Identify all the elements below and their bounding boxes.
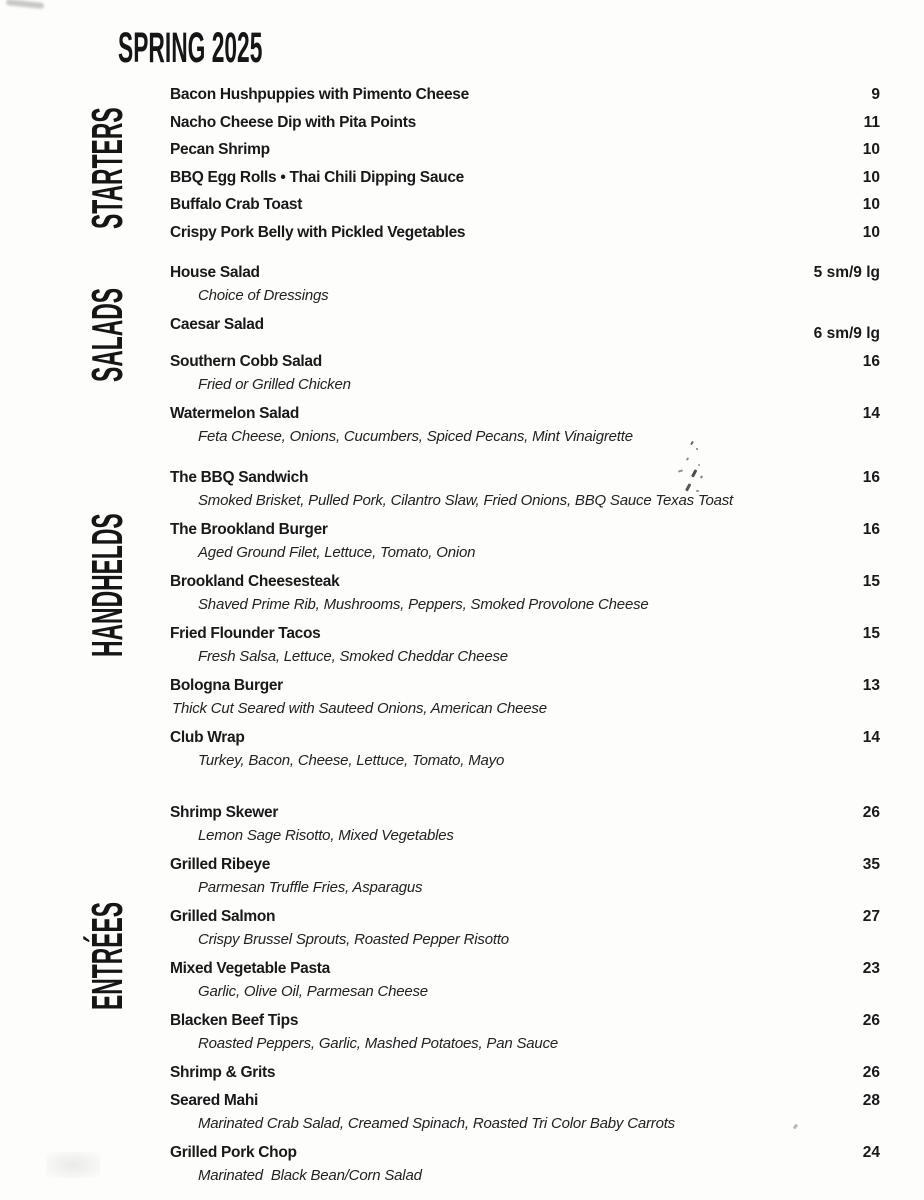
item-name: Grilled Salmon: [170, 908, 276, 925]
menu-item: [170, 351, 880, 396]
item-name: Brookland Cheesesteak: [170, 573, 340, 590]
item-name: Southern Cobb Salad: [170, 352, 322, 370]
menu-item: [170, 571, 880, 616]
item-price: 26: [862, 1064, 880, 1081]
item-description: Fresh Salsa, Lettuce, Smoked Cheddar Cheese: [198, 648, 508, 665]
menu-item: [170, 958, 880, 1003]
menu-item: [170, 194, 880, 215]
item-description: Lemon Sage Risotto, Mixed Vegetables: [198, 827, 454, 844]
item-price: 28: [862, 1091, 880, 1109]
item-name: Bacon Hushpuppies with Pimento Cheese: [170, 86, 469, 103]
section-label-salads: SALADS: [83, 287, 132, 382]
menu-item: [170, 167, 880, 188]
item-name: Nacho Cheese Dip with Pita Points: [170, 113, 416, 131]
menu-item: [170, 139, 880, 160]
item-price: 16: [862, 469, 880, 486]
menu-item: [170, 802, 880, 847]
item-description: Feta Cheese, Onions, Cucumbers, Spiced Pecans, Mint Vinaigrette: [198, 427, 633, 445]
item-name: Mixed Vegetable Pasta: [170, 960, 330, 977]
scan-blob-artifact: [46, 1152, 100, 1178]
item-price: 35: [862, 856, 880, 873]
item-description: Parmesan Truffle Fries, Asparagus: [198, 879, 423, 896]
item-price: 26: [862, 1012, 880, 1029]
item-price: 9: [871, 86, 880, 103]
section-salads: [170, 262, 880, 455]
item-price: 10: [862, 223, 880, 241]
menu-item: [170, 623, 880, 668]
menu-item: [170, 314, 880, 344]
item-name: Grilled Ribeye: [170, 856, 271, 873]
item-description: Choice of Dressings: [198, 287, 329, 304]
section-starters: [170, 84, 880, 249]
menu-item: [170, 1010, 880, 1055]
menu-item: [170, 403, 880, 448]
item-name: Shrimp & Grits: [170, 1064, 276, 1081]
item-description: Turkey, Bacon, Cheese, Lettuce, Tomato, Mayo: [198, 752, 505, 769]
item-name: The Brookland Burger: [170, 521, 328, 538]
item-name: House Salad: [170, 264, 260, 281]
section-label-handhelds: HANDHELDS: [83, 513, 132, 657]
menu-item: [170, 262, 880, 307]
item-name: Buffalo Crab Toast: [170, 196, 303, 213]
item-price: 14: [862, 404, 880, 422]
menu-item: [170, 1142, 880, 1187]
menu-item: [170, 1090, 880, 1135]
menu-item: [170, 519, 880, 564]
menu-item: [170, 727, 880, 772]
menu-item: [170, 906, 880, 951]
menu-item: [170, 1062, 880, 1083]
menu-title: SPRING 2025: [118, 24, 263, 72]
menu-item: [170, 112, 880, 133]
item-price: 24: [862, 1143, 880, 1161]
menu-item: [170, 467, 880, 512]
item-price: 26: [862, 804, 880, 821]
menu-item: [170, 84, 880, 105]
item-name: Bologna Burger: [170, 677, 283, 694]
item-name: Pecan Shrimp: [170, 141, 270, 158]
item-name: BBQ Egg Rolls • Thai Chili Dipping Sauce: [170, 168, 464, 186]
item-price: 15: [862, 625, 880, 642]
item-name: Caesar Salad: [170, 316, 264, 333]
item-name: Crispy Pork Belly with Pickled Vegetables: [170, 223, 466, 241]
item-description: Smoked Brisket, Pulled Pork, Cilantro Slaw, Fried Onions, BBQ Sauce Texas Toast: [198, 492, 734, 509]
item-description: Aged Ground Filet, Lettuce, Tomato, Onion: [198, 544, 476, 561]
item-price: 6 sm/9 lg: [813, 325, 880, 342]
item-name: Club Wrap: [170, 729, 245, 746]
item-price: 15: [862, 573, 880, 590]
item-name: Seared Mahi: [170, 1091, 259, 1109]
item-description: Shaved Prime Rib, Mushrooms, Peppers, Smoked Provolone Cheese: [198, 596, 649, 613]
item-price: 27: [862, 908, 880, 925]
item-price: 23: [862, 960, 880, 977]
item-name: Watermelon Salad: [170, 404, 299, 422]
item-name: The BBQ Sandwich: [170, 469, 309, 486]
item-price: 16: [862, 521, 880, 538]
item-price: 14: [862, 729, 880, 746]
item-description: Marinated Black Bean/Corn Salad: [198, 1166, 422, 1184]
menu-item: [170, 675, 880, 720]
menu-item: [170, 854, 880, 899]
item-description: Roasted Peppers, Garlic, Mashed Potatoes, Pan Sauce: [198, 1035, 559, 1052]
section-label-entrees: ENTRÉES: [83, 901, 132, 1010]
item-price: 11: [863, 113, 880, 131]
item-price: 5 sm/9 lg: [813, 264, 880, 281]
item-description: Marinated Crab Salad, Creamed Spinach, Roasted Tri Color Baby Carrots: [198, 1114, 675, 1132]
item-name: Grilled Pork Chop: [170, 1143, 297, 1161]
item-name: Blacken Beef Tips: [170, 1012, 299, 1029]
scan-smear-artifact: [6, 0, 44, 9]
menu-item: [170, 222, 880, 243]
section-entrees: [170, 802, 880, 1194]
item-name: Fried Flounder Tacos: [170, 625, 321, 642]
section-label-starters: STARTERS: [83, 107, 132, 229]
item-description: Crispy Brussel Sprouts, Roasted Pepper Risotto: [198, 931, 509, 948]
item-description: Fried or Grilled Chicken: [198, 375, 351, 393]
item-price: 13: [862, 677, 880, 694]
item-description: Thick Cut Seared with Sauteed Onions, American Cheese: [172, 700, 547, 717]
item-price: 10: [862, 168, 880, 186]
item-price: 16: [862, 352, 880, 370]
item-name: Shrimp Skewer: [170, 804, 279, 821]
item-description: Garlic, Olive Oil, Parmesan Cheese: [198, 983, 428, 1000]
item-price: 10: [862, 196, 880, 213]
item-price: 10: [862, 141, 880, 158]
section-handhelds: [170, 467, 880, 779]
